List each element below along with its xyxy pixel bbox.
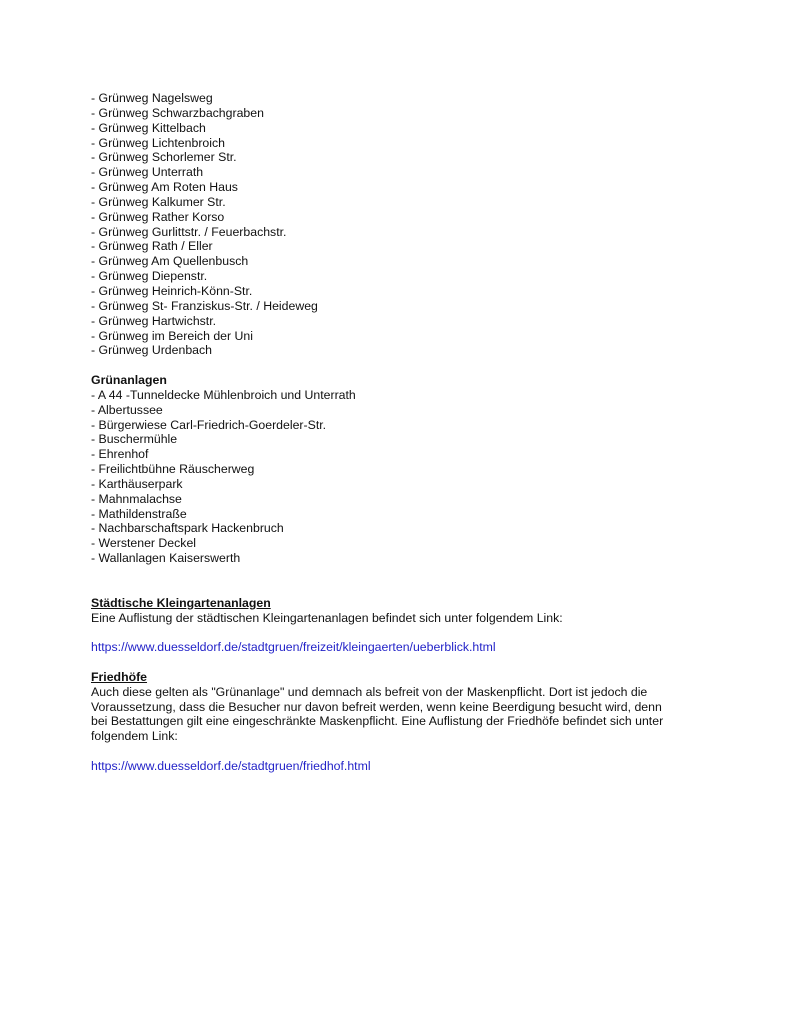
list-item: - Grünweg Nagelsweg xyxy=(91,91,213,105)
list-item: - Grünweg Heinrich-Könn-Str. xyxy=(91,283,253,298)
list-item: - Grünweg Am Roten Haus xyxy=(91,180,238,195)
list-item: - Grünweg Schwarzbachgraben xyxy=(91,105,264,120)
spacer xyxy=(91,744,711,759)
section-heading-gruenanlagen: Grünanlagen xyxy=(91,373,167,388)
friedhoefe-section xyxy=(91,670,711,774)
list-item: - Grünweg Rath / Eller xyxy=(91,239,213,254)
list-item: - Freilichtbühne Räuscherweg xyxy=(91,462,255,477)
friedhoefe-text-line: Auch diese gelten als "Grünanlage" und demnach als befreit von der Maskenpflicht. Dort ist jedoch die xyxy=(91,684,648,699)
friedhoefe-text-line: bei Bestattungen gilt eine eingeschränkte Maskenpflicht. Eine Auflistung der Friedhöfe befindet sich unter xyxy=(91,714,664,729)
list-item: - Buschermühle xyxy=(91,432,178,447)
kleingarten-link[interactable]: https://www.duesseldorf.de/stadtgruen/freizeit/kleingaerten/ueberblick.html xyxy=(91,640,496,655)
list-item: - Karthäuserpark xyxy=(91,476,183,491)
list-item: - Werstener Deckel xyxy=(91,536,197,551)
list-item: - Grünweg Am Quellenbusch xyxy=(91,254,249,269)
list-item: - Grünweg Schorlemer Str. xyxy=(91,150,237,165)
gruenanlagen-section xyxy=(91,373,711,566)
section-heading-kleingarten: Städtische Kleingartenanlagen xyxy=(91,595,271,610)
list-item: - Grünweg Urdenbach xyxy=(91,343,212,358)
gruenwege-list xyxy=(91,91,711,358)
friedhoefe-link[interactable]: https://www.duesseldorf.de/stadtgruen/friedhof.html xyxy=(91,758,371,773)
section-heading-friedhoefe: Friedhöfe xyxy=(91,669,148,684)
list-item: - Bürgerwiese Carl-Friedrich-Goerdeler-Str. xyxy=(91,417,327,432)
list-item: - Grünweg Gurlittstr. / Feuerbachstr. xyxy=(91,224,287,239)
list-item: - Grünweg Unterrath xyxy=(91,165,204,180)
friedhoefe-text-line: folgendem Link: xyxy=(91,729,178,744)
list-item: - Grünweg Diepenstr. xyxy=(91,269,208,284)
list-item: - Grünweg St- Franziskus-Str. / Heideweg xyxy=(91,298,318,313)
list-item: - Wallanlagen Kaiserswerth xyxy=(91,551,241,566)
list-item: - Ehrenhof xyxy=(91,447,149,462)
list-item: - Albertussee xyxy=(91,402,163,417)
list-item: - Mahnmalachse xyxy=(91,491,182,506)
list-item: - Grünweg im Bereich der Uni xyxy=(91,328,253,343)
list-item: - Grünweg Rather Korso xyxy=(91,209,225,224)
spacer xyxy=(91,566,711,596)
list-item: - Grünweg Lichtenbroich xyxy=(91,135,225,150)
kleingarten-text: Eine Auflistung der städtischen Kleingartenanlagen befindet sich unter folgendem Link: xyxy=(91,610,563,625)
spacer xyxy=(91,655,711,670)
list-item: - Grünweg Kalkumer Str. xyxy=(91,194,226,209)
list-item: - A 44 -Tunneldecke Mühlenbroich und Unterrath xyxy=(91,387,356,402)
list-item: - Grünweg Kittelbach xyxy=(91,120,206,135)
friedhoefe-text-line: Voraussetzung, dass die Besucher nur davon befreit werden, wenn keine Beerdigung besucht wird, denn xyxy=(91,699,662,714)
list-item: - Nachbarschaftspark Hackenbruch xyxy=(91,521,284,536)
list-item: - Mathildenstraße xyxy=(91,506,187,521)
spacer xyxy=(91,358,711,373)
kleingarten-section xyxy=(91,596,711,655)
spacer xyxy=(91,625,711,640)
document-page xyxy=(91,91,711,774)
list-item: - Grünweg Hartwichstr. xyxy=(91,313,217,328)
